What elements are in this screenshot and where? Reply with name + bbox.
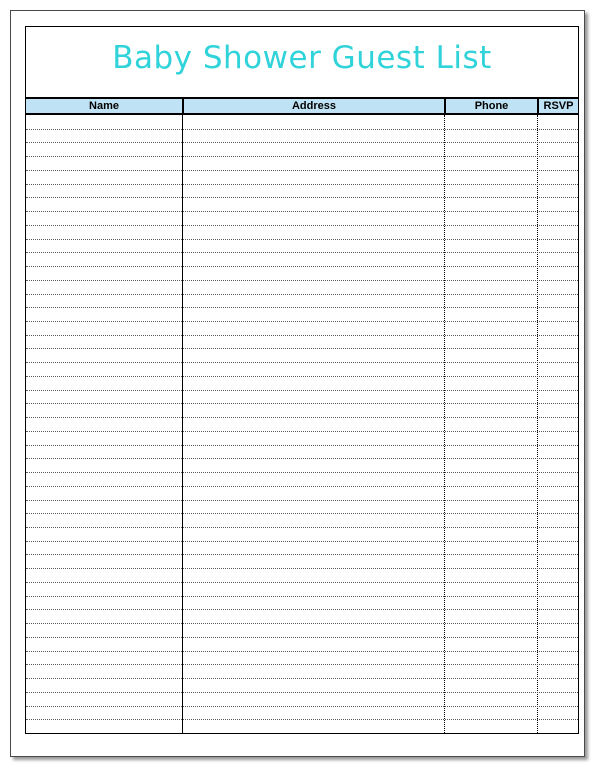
table-row-line — [26, 596, 578, 597]
table-row-line — [26, 472, 578, 473]
table-row-line — [26, 582, 578, 583]
table-row-line — [26, 664, 578, 665]
column-header-name: Name — [89, 100, 119, 112]
table-row-line — [26, 307, 578, 308]
table-row-line — [26, 500, 578, 501]
page-title: Baby Shower Guest List — [112, 40, 492, 76]
column-divider-name-address — [182, 115, 183, 733]
table-row-line — [26, 266, 578, 267]
table-row-line — [26, 376, 578, 377]
table-row-line — [26, 527, 578, 528]
column-divider-address-phone — [444, 115, 445, 733]
table-row-line — [26, 486, 578, 487]
table-row-line — [26, 129, 578, 130]
table-row-line — [26, 692, 578, 693]
table-row-line — [26, 637, 578, 638]
table-row-line — [26, 211, 578, 212]
table-row-line — [26, 390, 578, 391]
table-row-line — [26, 225, 578, 226]
table-row-line — [26, 280, 578, 281]
table-row-line — [26, 252, 578, 253]
table-row-line — [26, 362, 578, 363]
title-area — [26, 27, 578, 97]
table-row-line — [26, 678, 578, 679]
table-row-line — [26, 568, 578, 569]
table-row-line — [26, 142, 578, 143]
column-header-address: Address — [182, 99, 444, 113]
table-row-line — [26, 623, 578, 624]
table-row-line — [26, 609, 578, 610]
table-row-line — [26, 156, 578, 157]
table-row-line — [26, 403, 578, 404]
table-row-line — [26, 294, 578, 295]
table-row-line — [26, 651, 578, 652]
table-row-line — [26, 458, 578, 459]
table-row-line — [26, 321, 578, 322]
table-row-line — [26, 197, 578, 198]
table-row-line — [26, 431, 578, 432]
table-row-line — [26, 541, 578, 542]
table-row-line — [26, 239, 578, 240]
column-divider-phone-rsvp — [537, 115, 538, 733]
table-header-row — [26, 97, 578, 115]
guest-list-sheet — [25, 26, 579, 734]
guest-rows — [26, 115, 578, 733]
table-row-line — [26, 335, 578, 336]
table-row-line — [26, 417, 578, 418]
table-row-line — [26, 170, 578, 171]
column-header-phone: Phone — [444, 99, 537, 113]
table-row-line — [26, 554, 578, 555]
table-row-line — [26, 513, 578, 514]
table-row-line — [26, 184, 578, 185]
table-row-line — [26, 719, 578, 720]
table-row-line — [26, 348, 578, 349]
table-row-line — [26, 445, 578, 446]
column-header-rsvp: RSVP — [537, 99, 578, 113]
table-row-line — [26, 706, 578, 707]
